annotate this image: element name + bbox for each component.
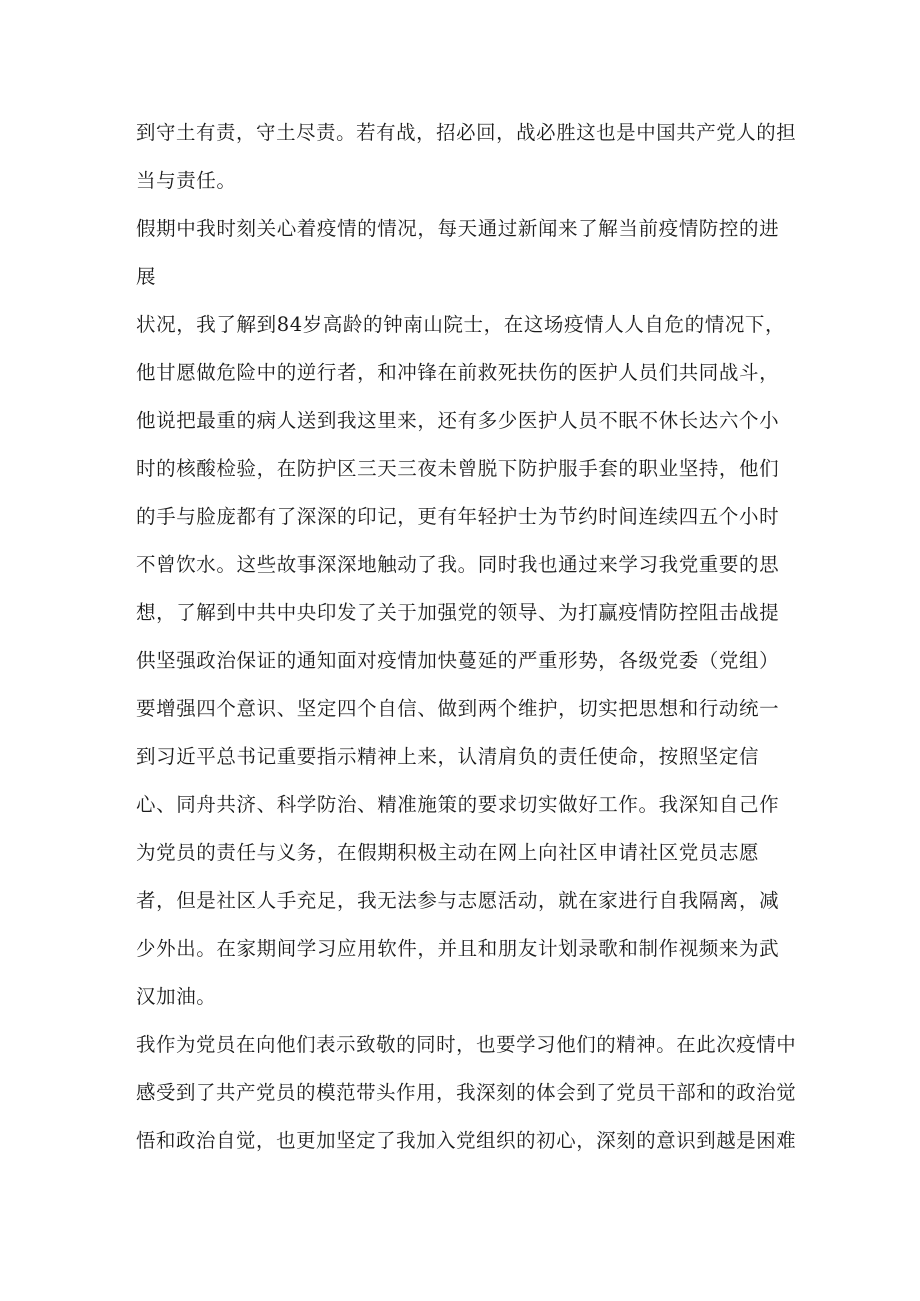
text-line: 当与责任。 [136, 169, 237, 192]
text-line: 汉加油。 [136, 985, 217, 1008]
text-line: 感受到了共产党员的模范带头作用，我深刻的体会到了党员干部和的政治觉 [136, 1081, 797, 1104]
text-line: 想，了解到中共中央印发了关于加强党的领导、为打赢疫情防控阻击战提 [136, 601, 780, 624]
text-line: 不曾饮水。这些故事深深地触动了我。同时我也通过来学习我党重要的思 [136, 553, 780, 576]
text-line: 状况，我了解到84岁高龄的钟南山院士，在这场疫情人人自危的情况下， [136, 313, 786, 336]
text-line: 少外出。在家期间学习应用软件，并且和朋友计划录歌和制作视频来为武 [136, 937, 780, 960]
text-line: 假期中我时刻关心着疫情的情况，每天通过新闻来了解当前疫情防控的进 [136, 217, 780, 240]
text-line: 供坚强政治保证的通知面对疫情加快蔓延的严重形势，各级党委（党组） [136, 649, 780, 672]
text-line: 我作为党员在向他们表示致敬的同时，也要学习他们的精神。在此次疫情中 [136, 1033, 797, 1056]
text-line: 要增强四个意识、坚定四个自信、做到两个维护，切实把思想和行动统一 [136, 697, 780, 720]
text-line: 的手与脸庞都有了深深的印记，更有年轻护士为节约时间连续四五个小时 [136, 505, 780, 528]
text-line: 他甘愿做危险中的逆行者，和冲锋在前救死扶伤的医护人员们共同战斗， [136, 361, 780, 384]
text-line: 他说把最重的病人送到我这里来，还有多少医护人员不眠不休长达六个小 [136, 409, 780, 432]
text-line: 悟和政治自觉，也更加坚定了我加入党组织的初心，深刻的意识到越是困难 [136, 1129, 797, 1152]
text-line: 到习近平总书记重要指示精神上来，认清肩负的责任使命，按照坚定信 [136, 745, 760, 768]
text-line: 为党员的责任与义务，在假期积极主动在网上向社区申请社区党员志愿 [136, 841, 760, 864]
text-line: 者，但是社区人手充足，我无法参与志愿活动，就在家进行自我隔离，减 [136, 889, 780, 912]
text-line: 到守土有责，守土尽责。若有战，招必回，战必胜这也是中国共产党人的担 [136, 121, 797, 144]
text-line: 心、同舟共济、科学防治、精准施策的要求切实做好工作。我深知自己作 [136, 793, 780, 816]
text-line: 展 [136, 265, 157, 288]
text-line: 时的核酸检验，在防护区三天三夜未曾脱下防护服手套的职业坚持，他们 [136, 457, 780, 480]
